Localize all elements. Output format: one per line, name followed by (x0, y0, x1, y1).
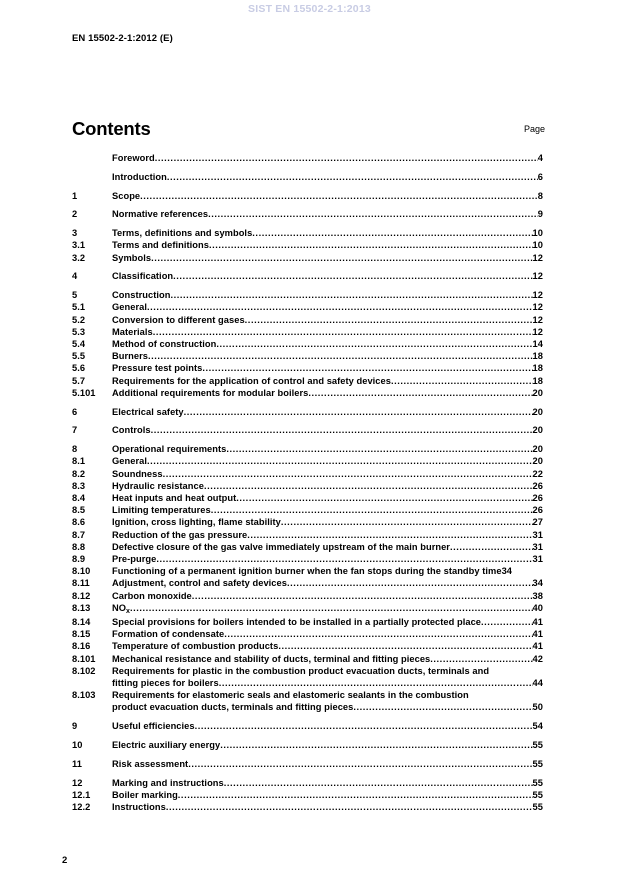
toc-entry-number: 3 (72, 228, 78, 239)
toc-entry[interactable] (72, 171, 543, 183)
toc-entry-number: 8.4 (72, 493, 86, 504)
toc-entry-number: 7 (72, 425, 78, 436)
toc-entry[interactable] (72, 326, 543, 338)
toc-entry-page: 8 (537, 190, 543, 201)
toc-dot-leader (147, 301, 533, 313)
toc-entry-title: Construction (112, 290, 171, 301)
toc-entry-title: Pre-purge (112, 554, 157, 565)
toc-dot-leader (156, 553, 532, 565)
toc-entry-title: Requirements for plastic in the combustion product evacuation ducts, terminals and (112, 665, 490, 676)
toc-entry[interactable] (72, 480, 543, 492)
toc-entry[interactable] (72, 424, 543, 436)
toc-entry-title: Instructions (112, 802, 166, 813)
toc-entry[interactable] (72, 455, 543, 467)
toc-entry[interactable] (72, 758, 543, 770)
toc-dot-leader (167, 171, 538, 183)
toc-entry-title: Ignition, cross lighting, flame stability (112, 517, 281, 528)
toc-entry-number: 11 (72, 758, 82, 769)
toc-entry-page: 26 (532, 505, 543, 516)
toc-entry[interactable] (72, 516, 543, 528)
toc-entry[interactable] (72, 565, 543, 577)
toc-entry-page: 55 (532, 740, 543, 751)
toc-entry-title: Carbon monoxide (112, 590, 192, 601)
toc-entry-page: 12 (532, 290, 543, 301)
toc-dot-leader (151, 424, 533, 436)
toc-entry-page: 41 (532, 617, 543, 628)
toc-entry-page: 10 (532, 228, 543, 239)
toc-dot-leader (278, 640, 532, 652)
watermark-standard-id: SIST EN 15502-2-1:2013 (248, 3, 371, 15)
toc-entry[interactable] (72, 616, 543, 628)
toc-entry[interactable] (72, 504, 543, 516)
toc-entry-title: Materials (112, 326, 153, 337)
toc-entry-page: 41 (532, 641, 543, 652)
toc-dot-leader (195, 720, 533, 732)
toc-entry-page: 55 (532, 758, 543, 769)
toc-dot-leader (140, 190, 538, 202)
toc-entry[interactable] (72, 468, 543, 480)
toc-entry-title: Requirements for the application of control and safety devices (112, 375, 391, 386)
toc-entry[interactable] (72, 739, 543, 751)
toc-dot-leader (224, 777, 533, 789)
toc-entry-title: Symbols (112, 252, 152, 263)
toc-entry-title: Temperature of combustion products (112, 641, 279, 652)
toc-entry-page: 31 (532, 529, 543, 540)
toc-entry-title-subscript: x (126, 607, 130, 615)
toc-entry-page: 26 (532, 493, 543, 504)
toc-dot-leader (481, 616, 533, 628)
toc-entry-page: 12 (532, 326, 543, 337)
toc-entry-title: Mechanical resistance and stability of ducts, terminal and fitting pieces (112, 653, 431, 664)
toc-dot-leader (209, 239, 533, 251)
toc-entry-title: Marking and instructions (112, 777, 224, 788)
toc-dot-leader (252, 227, 532, 239)
toc-entry-number: 8.13 (72, 602, 91, 613)
toc-dot-leader (151, 252, 532, 264)
toc-entry[interactable] (72, 152, 543, 164)
toc-entry-title: Electric auxiliary energy (112, 740, 221, 751)
toc-entry[interactable] (72, 553, 543, 565)
toc-entry[interactable] (72, 350, 543, 362)
toc-entry-number: 5.3 (72, 326, 86, 337)
toc-entry-number: 12.1 (72, 789, 91, 800)
toc-entry[interactable] (72, 665, 543, 689)
toc-entry[interactable] (72, 777, 543, 789)
toc-entry[interactable] (72, 375, 543, 387)
toc-entry-page: 54 (532, 721, 543, 732)
toc-entry-title: Scope (112, 190, 141, 201)
toc-entry[interactable] (72, 208, 543, 220)
toc-entry-page: 18 (532, 375, 543, 386)
toc-entry-number: 2 (72, 209, 78, 220)
toc-entry-number: 1 (72, 190, 78, 201)
toc-entry-number: 5.5 (72, 351, 86, 362)
toc-entry[interactable] (72, 689, 543, 713)
toc-entry[interactable] (72, 577, 543, 589)
toc-dot-leader (192, 590, 533, 602)
toc-entry[interactable] (72, 529, 543, 541)
page-title: Contents (72, 118, 151, 139)
toc-entry-page: 27 (532, 517, 543, 528)
toc-entry-title: Useful efficiencies (112, 721, 195, 732)
toc-entry-number: 8.8 (72, 541, 86, 552)
toc-entry-number: 10 (72, 740, 83, 751)
toc-entry-number: 8.1 (72, 456, 86, 467)
toc-dot-leader (391, 375, 533, 387)
toc-entry-title: Introduction (112, 171, 167, 182)
toc-entry[interactable] (72, 541, 543, 553)
toc-entry-page: 26 (532, 480, 543, 491)
toc-entry-title: Heat inputs and heat output (112, 493, 237, 504)
toc-dot-leader (430, 653, 532, 665)
toc-entry-page: 34 (501, 566, 513, 577)
toc-dot-leader (153, 326, 533, 338)
toc-entry-number: 8.14 (72, 617, 91, 628)
toc-dot-leader (450, 541, 533, 553)
document-identifier: EN 15502-2-1:2012 (E) (72, 33, 173, 44)
toc-entry[interactable] (72, 406, 543, 418)
toc-entry[interactable] (72, 443, 543, 455)
toc-entry[interactable] (72, 387, 543, 399)
toc-entry-page: 6 (537, 171, 543, 182)
toc-entry-title: Conversion to different gases (112, 314, 245, 325)
toc-entry-page: 38 (532, 590, 543, 601)
toc-entry-number: 3.2 (72, 252, 86, 263)
toc-entry-page: 12 (532, 302, 543, 313)
toc-entry-title: Defective closure of the gas valve immediately upstream of the main burner (112, 541, 450, 552)
toc-entry-number: 12 (72, 777, 83, 788)
toc-entry-number: 5.2 (72, 314, 86, 325)
toc-dot-leader (224, 628, 532, 640)
toc-entry-title: Special provisions for boilers intended to be installed in a partially protected place (112, 617, 482, 628)
toc-entry-title: Normative references (112, 209, 209, 220)
toc-dot-leader (247, 529, 532, 541)
toc-entry-page: 55 (532, 789, 543, 800)
toc-entry-page: 40 (532, 602, 543, 613)
toc-entry-title: Hydraulic resistance (112, 480, 204, 491)
toc-entry-number: 8 (72, 444, 78, 455)
toc-dot-leader (163, 468, 533, 480)
toc-dot-leader (236, 492, 532, 504)
toc-entry[interactable] (72, 653, 543, 665)
toc-dot-leader (148, 350, 533, 362)
toc-entry-page: 14 (532, 339, 543, 349)
toc-entry-page: 20 (532, 387, 543, 398)
toc-dot-leader (308, 387, 532, 399)
toc-dot-leader (219, 677, 533, 689)
toc-entry-title: Soundness (112, 468, 163, 479)
toc-dot-leader (353, 701, 532, 713)
toc-dot-leader (188, 758, 532, 770)
toc-entry-title: Limiting temperatures (112, 505, 211, 516)
toc-entry-title-continued: product evacuation ducts, terminals and fitting pieces (112, 702, 354, 713)
toc-entry-number: 9 (72, 721, 78, 732)
toc-entry-title: Functioning of a permanent ignition burner when the fan stops during the standby time (112, 566, 502, 577)
toc-entry[interactable] (72, 801, 543, 813)
toc-entry[interactable] (72, 602, 543, 616)
toc-entry[interactable] (72, 227, 543, 239)
toc-entry[interactable] (72, 362, 543, 374)
toc-entry-number: 8.12 (72, 590, 91, 601)
toc-dot-leader (226, 443, 532, 455)
toc-entry-title: General (112, 456, 147, 467)
toc-entry[interactable] (72, 628, 543, 640)
toc-entry-title-continued: fitting pieces for boilers (112, 678, 219, 689)
toc-entry[interactable] (72, 590, 543, 602)
toc-entry-title: Operational requirements (112, 444, 227, 455)
toc-dot-leader (130, 602, 533, 614)
toc-dot-leader (170, 289, 532, 301)
toc-entry-number: 8.10 (72, 566, 91, 577)
toc-dot-leader (202, 362, 532, 374)
toc-entry-number: 5.101 (72, 387, 96, 398)
toc-entry-number: 8.7 (72, 529, 86, 540)
toc-entry-number: 8.101 (72, 653, 96, 664)
toc-dot-leader (245, 314, 533, 326)
toc-entry-page: 41 (532, 629, 543, 640)
toc-entry-page: 20 (532, 456, 543, 467)
toc-entry-title: Burners (112, 351, 148, 362)
toc-entry-title: Reduction of the gas pressure (112, 529, 248, 540)
toc-entry-page: 55 (532, 777, 543, 788)
toc-entry-page: 34 (532, 578, 543, 589)
toc-entry[interactable] (72, 252, 543, 264)
toc-dot-leader (147, 455, 533, 467)
toc-entry-title: Additional requirements for modular boilers (112, 387, 309, 398)
toc-entry[interactable] (72, 289, 543, 301)
toc-entry-number: 5 (72, 290, 78, 301)
toc-entry-page: 18 (532, 351, 543, 362)
toc-entry-number: 8.9 (72, 554, 86, 565)
toc-entry-title: $NO_x$ (112, 602, 130, 615)
toc-entry-number: 8.11 (72, 578, 90, 589)
toc-entry-title: Requirements for elastomeric seals and elastomeric sealants in the combustion (112, 690, 469, 701)
toc-entry-page: 10 (532, 240, 543, 251)
toc-entry-page: 50 (532, 702, 543, 713)
toc-entry-number: 8.103 (72, 690, 96, 701)
toc-entry[interactable] (72, 338, 543, 350)
toc-dot-leader (204, 480, 533, 492)
toc-entry-title: Terms, definitions and symbols (112, 228, 253, 239)
page-number-folio: 2 (62, 855, 68, 866)
toc-entry-title: Terms and definitions (112, 240, 209, 251)
toc-dot-leader (155, 152, 538, 164)
toc-entry-page: 18 (532, 363, 543, 374)
toc-entry-page: 42 (532, 653, 543, 664)
toc-entry-page: 4 (537, 153, 543, 163)
toc-entry-number: 5.4 (72, 339, 86, 349)
toc-entry-title: Electrical safety (112, 406, 184, 417)
page-column-label: Page (523, 124, 545, 134)
toc-entry-page: 31 (532, 541, 543, 552)
toc-entry-title: Classification (112, 271, 174, 282)
toc-entry-page: 12 (532, 271, 543, 282)
toc-entry-title: Method of construction (112, 339, 217, 349)
toc-entry-number: 5.6 (72, 363, 86, 374)
toc-entry-number: 5.1 (72, 302, 86, 313)
toc-dot-leader (216, 338, 532, 350)
toc-entry[interactable] (72, 640, 543, 652)
toc-entry-number: 5.7 (72, 375, 86, 386)
toc-entry-page: 20 (532, 406, 543, 417)
toc-entry-page: 20 (532, 444, 543, 455)
toc-entry-number: 8.2 (72, 468, 86, 479)
toc-entry[interactable] (72, 190, 543, 202)
toc-entry-title: Foreword (112, 153, 155, 163)
toc-entry[interactable] (72, 239, 543, 251)
toc-entry-title: Pressure test points (112, 363, 203, 374)
toc-entry-number: 8.15 (72, 629, 91, 640)
toc-dot-leader (211, 504, 533, 516)
toc-entry-number: 8.102 (72, 665, 96, 676)
toc-entry-title: Formation of condensate (112, 629, 225, 640)
toc-entry[interactable] (72, 720, 543, 732)
toc-entry-page: 12 (532, 314, 543, 325)
toc-entry[interactable] (72, 314, 543, 326)
toc-entry-number: 8.3 (72, 480, 86, 491)
toc-entry-page: 20 (532, 425, 543, 436)
toc-entry-number: 12.2 (72, 802, 91, 813)
toc-entry-number: 8.16 (72, 641, 91, 652)
toc-entry-title: Boiler marking (112, 789, 178, 800)
toc-dot-leader (287, 577, 533, 589)
toc-entry-title: Risk assessment (112, 758, 189, 769)
toc-entry-page: 22 (532, 468, 543, 479)
toc-entry-number: 3.1 (72, 240, 86, 251)
toc-entry-number: 8.5 (72, 505, 86, 516)
toc-dot-leader (173, 270, 532, 282)
toc-entry-number: 4 (72, 271, 78, 282)
toc-dot-leader (208, 208, 538, 220)
toc-dot-leader (166, 801, 533, 813)
toc-entry-page: 9 (537, 209, 543, 220)
toc-dot-leader (281, 516, 533, 528)
toc-dot-leader (220, 739, 532, 751)
toc-entry-page: 31 (532, 554, 543, 565)
toc-entry-title: Controls (112, 425, 151, 436)
toc-entry[interactable] (72, 301, 543, 313)
toc-entry[interactable] (72, 789, 543, 801)
toc-entry-title: General (112, 302, 147, 313)
toc-entry-page: 44 (532, 678, 543, 689)
toc-entry[interactable] (72, 270, 543, 282)
toc-entry-title: Adjustment, control and safety devices (112, 578, 287, 589)
toc-entry-number: 8.6 (72, 517, 86, 528)
toc-dot-leader (184, 406, 533, 418)
toc-entry-page: 12 (532, 252, 543, 263)
table-of-contents (72, 152, 543, 813)
toc-dot-leader (178, 789, 533, 801)
toc-entry-page: 55 (532, 802, 543, 813)
toc-entry[interactable] (72, 492, 543, 504)
toc-entry-number: 6 (72, 406, 78, 417)
